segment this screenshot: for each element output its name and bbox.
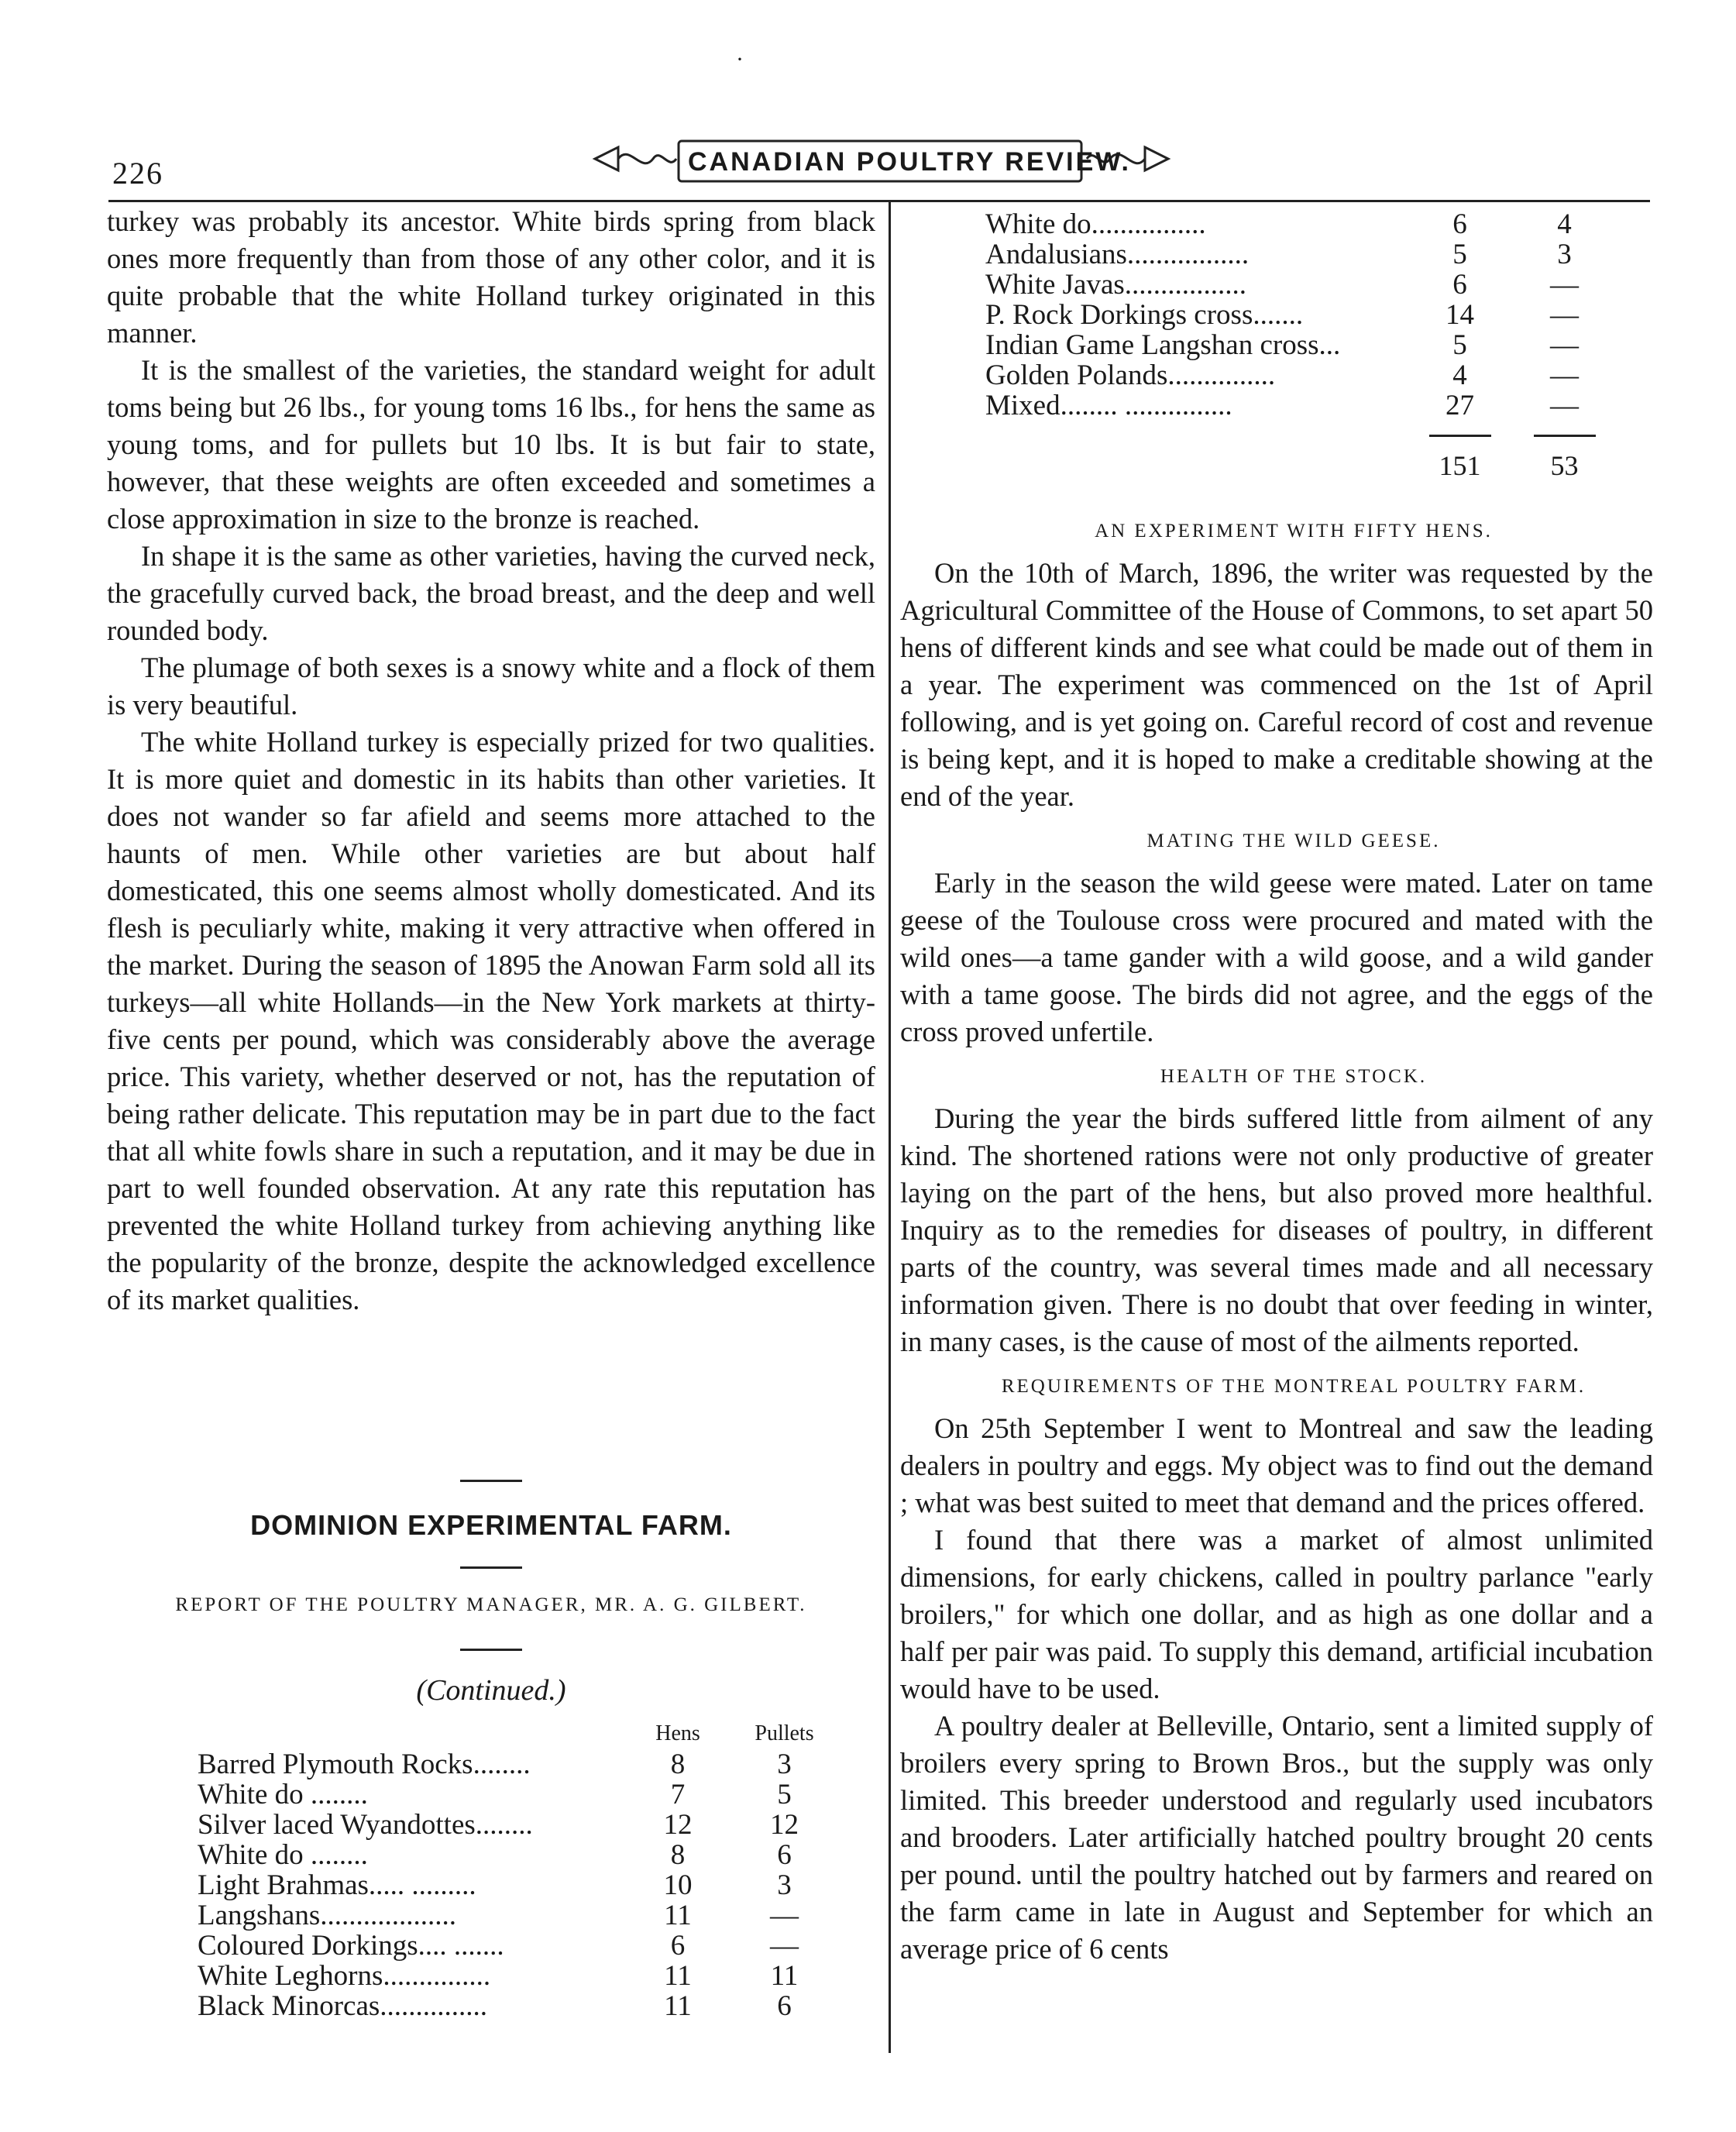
pullets-count: — <box>770 1930 799 1962</box>
pullets-count: — <box>770 1900 799 1931</box>
continued-note: (Continued.) <box>416 1674 566 1707</box>
header-rule <box>108 200 1650 202</box>
breed-name: White do ........ <box>198 1780 368 1810</box>
hens-count: 8 <box>670 1749 686 1780</box>
breed-name: White do ........ <box>198 1840 368 1870</box>
breeds-table-left <box>198 1721 848 2021</box>
hens-count: 5 <box>1452 329 1467 361</box>
hens-count: 6 <box>1452 269 1467 301</box>
breeds-table-right <box>985 209 1628 481</box>
hens-count: 11 <box>664 1900 692 1931</box>
breed-name: White do................ <box>985 209 1206 239</box>
pullets-count: 3 <box>777 1749 792 1780</box>
right-column <box>900 505 1653 1968</box>
breed-name: White Leghorns............... <box>198 1961 491 1991</box>
hens-header: Hens <box>655 1721 700 1745</box>
table-row <box>985 300 1628 330</box>
table-row <box>198 1749 848 1780</box>
paragraph: In shape it is the same as other varieties, having the curved neck, the gracefully curved back, the broad breast, and the deep and well rounded body. <box>107 540 875 646</box>
pullets-total: 53 <box>1550 450 1579 481</box>
separator-rule <box>460 1566 522 1569</box>
section-title: DOMINION EXPERIMENTAL FARM. <box>250 1509 732 1541</box>
totals-row <box>985 451 1628 481</box>
pullets-count: 5 <box>777 1779 792 1810</box>
column-divider <box>889 201 891 2053</box>
report-subtitle: REPORT OF THE POULTRY MANAGER, MR. A. G. GILBERT. <box>175 1594 807 1615</box>
table-row <box>198 1810 848 1840</box>
paragraph: A poultry dealer at Belleville, Ontario, sent a limited supply of broilers every spring to Brown Bros., but the supply was only limited. This breeder understood and regularly used incubators and brooders. Later artificially hatched poultry brought 20 cents per pound. until the poultry hatched out by farmers and reared on the farm came in late in August and September for which an average price of 6 cents <box>900 1710 1653 1965</box>
paragraph: On the 10th of March, 1896, the writer was requested by the Agricultural Committee of the House of Commons, to set apart 50 hens of different kinds and see what could be made out of them in a year. The experiment was commenced on the 1st of April following, and is yet going on. Careful record of cost and revenue is being kept, and it is hoped to make a creditable showing at the end of the year. <box>900 557 1653 812</box>
table-row <box>985 209 1628 239</box>
table-row <box>985 239 1628 270</box>
breed-name: Mixed........ ............... <box>985 390 1232 421</box>
paragraph: Early in the season the wild geese were mated. Later on tame geese of the Toulouse cross were procured and mated with the wild ones—a tame gander with a wild goose, and a wild gander with a tame goose. The birds did not agree, and the eggs of the cross proved unfertile. <box>900 867 1653 1047</box>
breed-name: Langshans................... <box>198 1900 456 1931</box>
stray-dot: · <box>736 46 744 72</box>
table-row <box>985 270 1628 300</box>
hens-count: 7 <box>670 1779 686 1810</box>
table-row <box>985 330 1628 360</box>
table-row <box>198 1931 848 1961</box>
pullets-count: 4 <box>1557 208 1572 240</box>
masthead <box>587 124 1176 194</box>
breed-name: Golden Polands............... <box>985 360 1276 390</box>
breed-name: White Javas................. <box>985 270 1247 300</box>
section-heading: REQUIREMENTS OF THE MONTREAL POULTRY FARM. <box>1001 1376 1586 1397</box>
pullets-count: 6 <box>777 1839 792 1871</box>
hens-count: 5 <box>1452 239 1467 270</box>
table-row <box>985 390 1628 421</box>
paragraph: turkey was probably its ancestor. White birds spring from black ones more frequently than from those of any other color, and it is quite probable that the white Holland turkey originated in this manner. <box>107 205 875 349</box>
pullets-count: — <box>1550 269 1579 301</box>
breed-name: Light Brahmas..... ......... <box>198 1870 476 1900</box>
section-heading: MATING THE WILD GEESE. <box>1146 830 1441 851</box>
paragraph: I found that there was a market of almost unlimited dimensions, for early chickens, called in poultry parlance "early broilers," for which one dollar, and as high as one dollar and a half per pair was paid. To supply this demand, artificial incubation would have to be used. <box>900 1524 1653 1704</box>
separator-rule <box>460 1480 522 1482</box>
breed-name: P. Rock Dorkings cross....... <box>985 300 1304 330</box>
hens-count: 10 <box>663 1869 693 1901</box>
pullets-count: 6 <box>777 1990 792 2022</box>
paragraph: On 25th September I went to Montreal and saw the leading dealers in poultry and eggs. My object was to find out the demand ; what was best suited to meet that demand and the prices offered. <box>900 1412 1653 1518</box>
pullets-count: 3 <box>1557 239 1572 270</box>
breed-name: Andalusians................. <box>985 239 1250 270</box>
table-row <box>198 1961 848 1991</box>
paragraph: During the year the birds suffered little from ailment of any kind. The shortened rations were not only productive of greater laying on the part of the hens, but also proved more healthful. Inquiry as to the remedies for diseases of poultry, in different parts of the country, was several times made and all necessary information given. There is no doubt that over feeding in winter, in many cases, is the cause of most of the ailments reported. <box>900 1102 1653 1357</box>
pullets-count: — <box>1550 329 1579 361</box>
hens-count: 4 <box>1452 359 1467 391</box>
hens-count: 27 <box>1446 390 1474 421</box>
left-column <box>107 203 875 1319</box>
hens-total: 151 <box>1439 450 1481 481</box>
pullets-count: 3 <box>777 1869 792 1901</box>
pullets-count: — <box>1550 390 1579 421</box>
pullets-header: Pullets <box>755 1721 814 1745</box>
hens-count: 11 <box>664 1960 692 1992</box>
hens-count: 11 <box>664 1990 692 2022</box>
totals-rule <box>1429 435 1491 437</box>
masthead-title: CANADIAN POULTRY REVIEW. <box>688 147 1131 177</box>
breed-name: Silver laced Wyandottes........ <box>198 1810 533 1840</box>
paragraph: The white Holland turkey is especially prized for two qualities. It is more quiet and domestic in its habits than other varieties. It does not wander so far afield and seems more attached to the haunts of men. While other varieties are but about half domesticated, this one seems almost wholly domesticated. And its flesh is peculiarly white, making it very attractive when offered in the market. During the season of 1895 the Anowan Farm sold all its turkeys—all white Hollands—in the New York markets at thirty-five cents per pound, which was considerably above the average price. This variety, whether deserved or not, has the reputation of being rather delicate. This reputation may be in part due to the fact that all white fowls share in such a reputation, and it may be due in part to well founded observation. At any rate this reputation has prevented the white Holland turkey from achieving anything like the popularity of the bronze, despite the acknowledged excellence of its market qualities. <box>107 726 875 1315</box>
table-row <box>198 1780 848 1810</box>
section-heading: HEALTH OF THE STOCK. <box>1160 1066 1428 1087</box>
breed-name: Barred Plymouth Rocks........ <box>198 1749 531 1780</box>
hens-count: 12 <box>663 1809 693 1841</box>
paragraph: The plumage of both sexes is a snowy white and a flock of them is very beautiful. <box>107 652 875 720</box>
totals-rule-row <box>985 421 1628 451</box>
table-row <box>198 1991 848 2021</box>
hens-count: 6 <box>670 1930 686 1962</box>
table-header-row <box>198 1721 848 1749</box>
table-row <box>198 1900 848 1931</box>
pullets-count: — <box>1550 299 1579 331</box>
breed-name: Coloured Dorkings.... ....... <box>198 1931 504 1961</box>
breed-name: Black Minorcas............... <box>198 1991 488 2021</box>
table-row <box>198 1870 848 1900</box>
pullets-count: 11 <box>770 1960 799 1992</box>
section-heading: AN EXPERIMENT WITH FIFTY HENS. <box>1095 521 1493 542</box>
breed-name: Indian Game Langshan cross... <box>985 330 1341 360</box>
hens-count: 6 <box>1452 208 1467 240</box>
page-number: 226 <box>112 156 163 191</box>
pullets-count: — <box>1550 359 1579 391</box>
separator-rule <box>460 1649 522 1651</box>
paragraph: It is the smallest of the varieties, the standard weight for adult toms being but 26 lbs., for young toms 16 lbs., for hens the same as young toms, and for pullets but 10 lbs. It is but fair to state, however, that these weights are often exceeded and sometimes a close approximation in size to the bronze is reached. <box>107 354 875 535</box>
totals-rule <box>1534 435 1596 437</box>
pullets-count: 12 <box>770 1809 799 1841</box>
table-row <box>985 360 1628 390</box>
hens-count: 14 <box>1446 299 1474 331</box>
hens-count: 8 <box>670 1839 686 1871</box>
table-row <box>198 1840 848 1870</box>
